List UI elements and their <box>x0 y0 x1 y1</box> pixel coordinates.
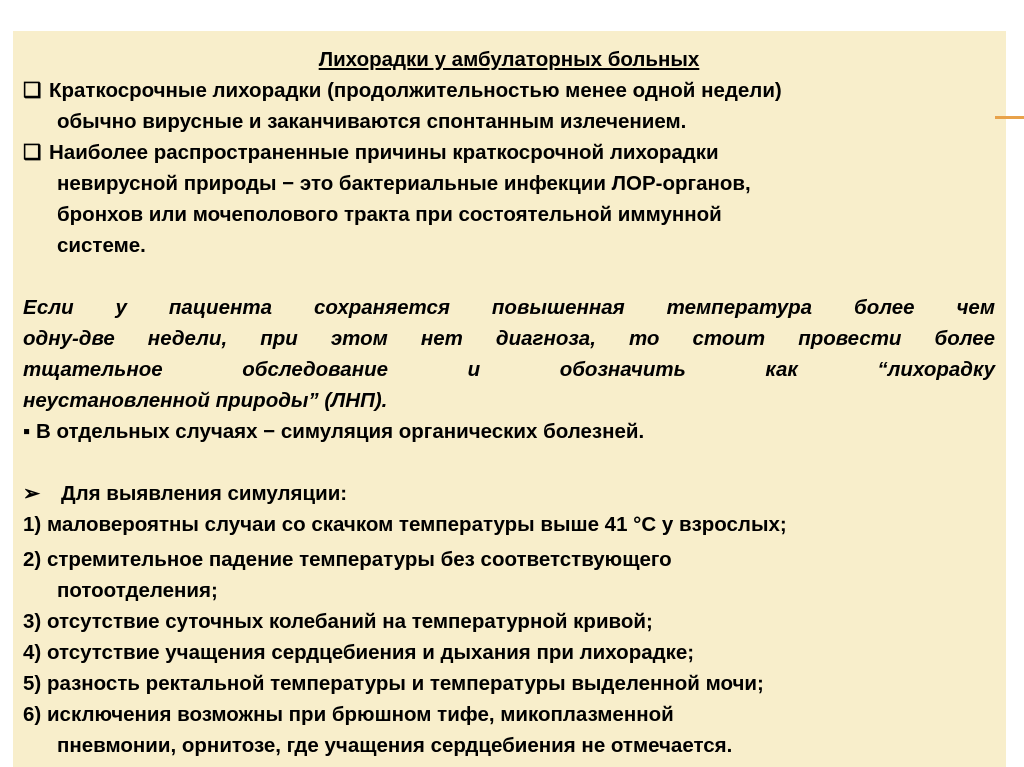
bullet-item <box>23 137 995 168</box>
spacer <box>23 447 995 478</box>
item-number: 1) <box>23 513 42 536</box>
italic-paragraph <box>23 292 995 416</box>
arrow-heading-text: Для выявления симуляции: <box>61 482 348 505</box>
paragraph-line: Если у пациента сохраняется повышенная температура более чем <box>23 296 995 319</box>
bullet-text: Краткосрочные лихорадки (продолжительностью менее одной недели) <box>49 79 782 102</box>
bullet-continuation: обычно вирусные и заканчиваются спонтанным излечением. <box>57 110 687 133</box>
item-text: отсутствие суточных колебаний на температурной кривой; <box>46 610 653 633</box>
item-number: 4) <box>23 641 42 664</box>
item-continuation: пневмонии, орнитозе, где учащения сердцебиения не отмечается. <box>57 734 733 757</box>
item-text: маловероятны случаи со скачком температуры выше 41 °С у взрослых; <box>46 513 787 536</box>
small-bullet-text: В отдельных случаях − симуляция органических болезней. <box>35 420 645 443</box>
bullet-text: Наиболее распространенные причины краткосрочной лихорадки <box>49 141 719 164</box>
numbered-item <box>23 606 995 637</box>
accent-line <box>995 116 1024 119</box>
bullet-continuation: невирусной природы − это бактериальные инфекции ЛОР-органов, <box>57 172 751 195</box>
square-bullet-icon: ❑ <box>23 141 42 164</box>
item-text: отсутствие учащения сердцебиения и дыхания при лихорадке; <box>46 641 695 664</box>
item-number: 3) <box>23 610 42 633</box>
paragraph-line: неустановленной природы” (ЛНП). <box>23 389 388 412</box>
item-number: 2) <box>23 548 42 571</box>
item-continuation: потоотделения; <box>57 579 218 602</box>
item-number: 5) <box>23 672 42 695</box>
paragraph-line: тщательное обследование и обозначить как “лихорадку <box>23 358 995 381</box>
numbered-item <box>23 668 995 699</box>
item-number: 6) <box>23 703 42 726</box>
item-text: исключения возможны при брюшном тифе, микоплазменной <box>46 703 674 726</box>
square-bullet-icon: ❑ <box>23 79 42 102</box>
small-bullet-item <box>23 416 995 447</box>
bullet-continuation: бронхов или мочеполового тракта при состоятельной иммунной <box>57 203 722 226</box>
bullet-item <box>23 75 995 106</box>
item-text: стремительное падение температуры без соответствующего <box>46 548 672 571</box>
arrow-heading <box>23 478 995 509</box>
small-square-bullet-icon: ▪ <box>23 420 31 443</box>
spacer <box>23 261 995 292</box>
item-text: разность ректальной температуры и температуры выделенной мочи; <box>46 672 764 695</box>
bullet-continuation: системе. <box>57 234 146 257</box>
slide-title: Лихорадки у амбулаторных больных <box>318 48 700 71</box>
numbered-item <box>23 544 995 575</box>
arrow-bullet-icon: ➢ <box>23 482 41 505</box>
numbered-item <box>23 509 995 540</box>
slide-content <box>23 44 995 761</box>
numbered-item <box>23 699 995 730</box>
numbered-item <box>23 637 995 668</box>
paragraph-line: одну-две недели, при этом нет диагноза, то стоит провести более <box>23 327 995 350</box>
